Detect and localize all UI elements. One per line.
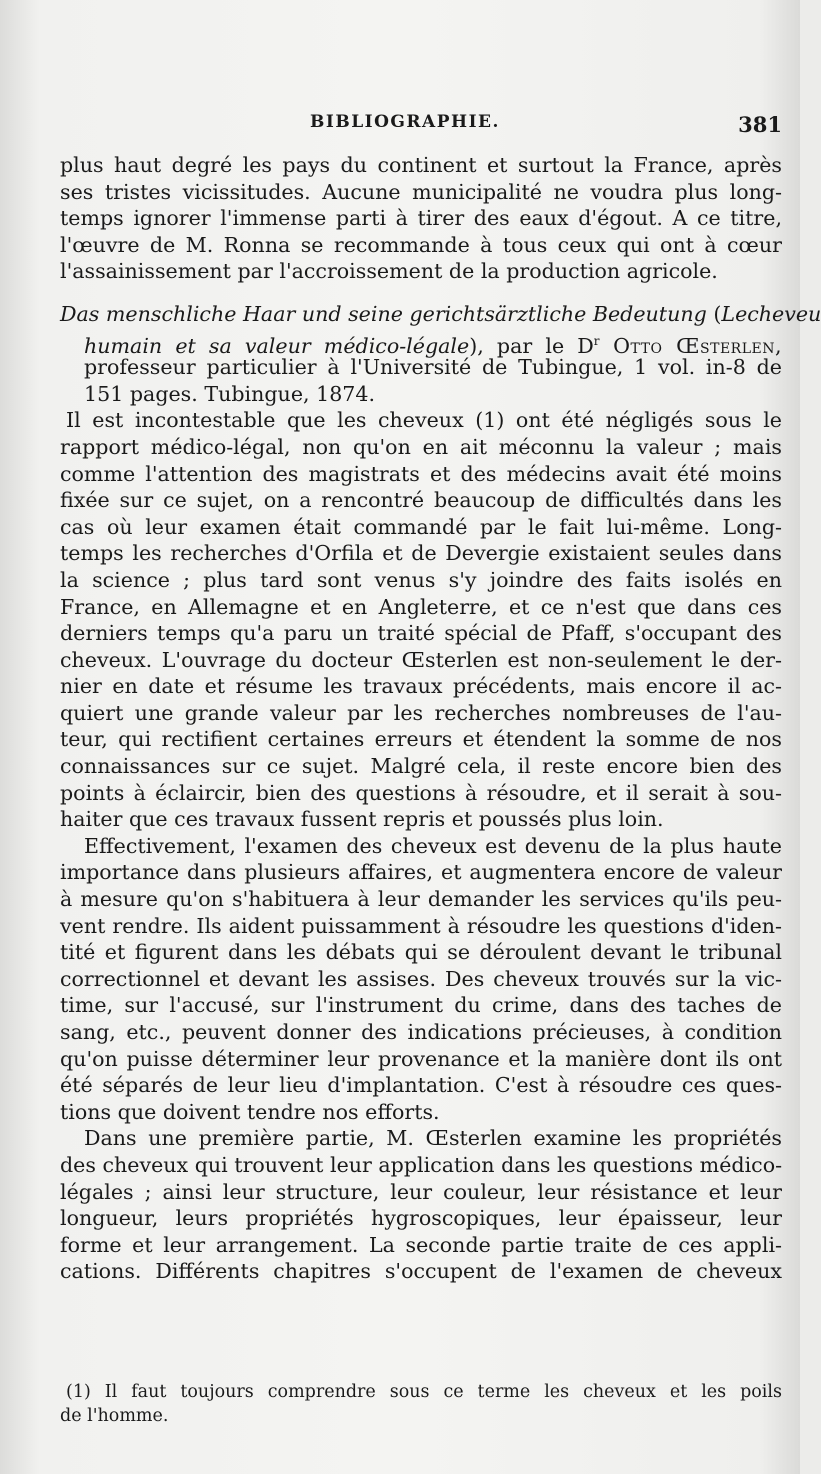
text-line: des cheveux qui trouvent leur application dans les questions médico- [60, 1152, 783, 1177]
text-line: la science ; plus tard sont venus s'y joindre des faits isolés en [60, 567, 782, 592]
citation-author: Otto Œsterlen, [599, 333, 783, 358]
text-line: à mesure qu'on s'habituera à leur demander les services qu'ils peu- [60, 887, 782, 912]
footnote-line: de l'homme. [60, 1406, 169, 1426]
citation-french-title-a: Lecheveu [721, 301, 821, 326]
text-line: connaissances sur ce sujet. Malgré cela, il reste encore bien des [60, 754, 782, 779]
text-line: rapport médico-légal, non qu'on en ait méconnu la valeur ; mais [60, 434, 782, 459]
text-line: l'œuvre de M. Ronna se recommande à tous ceux qui ont à cœur [60, 232, 782, 257]
text-line: time, sur l'accusé, sur l'instrument du crime, dans des taches de [60, 993, 782, 1018]
text-line: points à éclaircir, bien des questions à résoudre, et il serait à sou- [60, 780, 782, 805]
text-line: Effectivement, l'examen des cheveux est devenu de la plus haute [84, 833, 782, 858]
citation-french-title-b: humain et sa valeur médico-légale [84, 333, 470, 358]
text-line: vent rendre. Ils aident puissamment à résoudre les questions d'iden- [60, 913, 782, 938]
footnote [60, 1380, 782, 1428]
text-line: plus haut degré les pays du continent et surtout la France, après [60, 153, 782, 177]
citation-dr-sup: r [593, 333, 600, 348]
text-line: été séparés de leur lieu d'implantation. C'est à résoudre ces ques- [60, 1073, 782, 1098]
text-line: Dans une première partie, M. Œsterlen examine les propriétés [84, 1126, 782, 1151]
text-line: nier en date et résume les travaux précédents, mais encore il ac- [60, 674, 782, 699]
text-line: comme l'attention des magistrats et des médecins avait été moins [60, 461, 782, 486]
text-line: quiert une grande valeur par les recherches nombreuses de l'au- [60, 700, 782, 725]
text-line: France, en Allemagne et en Angleterre, et ce n'est que dans ces [60, 594, 782, 619]
text-line: légales ; ainsi leur structure, leur couleur, leur résistance et leur [60, 1179, 782, 1204]
text-line: sang, etc., peuvent donner des indications précieuses, à condition [60, 1020, 782, 1044]
citation-after-title: ), par le D [469, 333, 594, 358]
page-number: 381 [738, 112, 782, 137]
text-line: correctionnel et devant les assises. Des cheveux trouvés sur la vic- [60, 966, 782, 991]
text-line: temps les recherches d'Orfila et de Devergie existaient seules dans [60, 541, 782, 566]
citation-line-2 [60, 328, 783, 358]
citation-paren: ( [706, 301, 722, 326]
text-line: tité et figurent dans les débats qui se déroulent devant le tribunal [60, 940, 782, 965]
citation-line-1 [60, 301, 821, 328]
text-line: cheveux. L'ouvrage du docteur Œsterlen est non-seulement le der- [60, 647, 782, 672]
running-head: BIBLIOGRAPHIE. [310, 112, 500, 132]
text-line: tions que doivent tendre nos efforts. [60, 1099, 440, 1124]
text-line: Il est incontestable que les cheveux (1) ont été négligés sous le [66, 408, 782, 433]
text-line: derniers temps qu'a paru un traité spécial de Pfaff, s'occupant des [60, 621, 782, 646]
text-line: importance dans plusieurs affaires, et augmentera encore de valeur [60, 860, 782, 885]
citation-line-3: professeur particulier à l'Université de Tubingue, 1 vol. in-8 de [84, 355, 782, 380]
text-line: ses tristes vicissitudes. Aucune municipalité ne voudra plus long- [60, 179, 782, 204]
text-line: forme et leur arrangement. La seconde partie traite de ces appli- [60, 1232, 782, 1257]
text-line: temps ignorer l'immense parti à tirer des eaux d'égout. A ce titre, [60, 206, 782, 231]
page-body [60, 152, 821, 1285]
text-line: cations. Différents chapitres s'occupent de l'examen de cheveux [60, 1259, 782, 1284]
footnote-line: (1) Il faut toujours comprendre sous ce terme les cheveux et les poils [66, 1382, 782, 1402]
text-line: qu'on puisse déterminer leur provenance et la manière dont ils ont [60, 1046, 782, 1071]
text-line: longueur, leurs propriétés hygroscopiques, leur épaisseur, leur [60, 1206, 782, 1231]
text-line: haiter que ces travaux fussent repris et poussés plus loin. [60, 807, 664, 832]
citation-german-title: Das menschliche Haar und seine gerichtsärztliche Bedeutung [60, 301, 707, 326]
text-line: teur, qui rectifient certaines erreurs et étendent la somme de nos [60, 727, 782, 752]
citation-line-4: 151 pages. Tubingue, 1874. [84, 381, 376, 406]
text-line: fixée sur ce sujet, on a rencontré beaucoup de difficultés dans les [60, 488, 782, 513]
text-line: cas où leur examen était commandé par le fait lui-même. Long- [60, 514, 782, 539]
text-line: l'assainissement par l'accroissement de la production agricole. [60, 259, 718, 284]
page-header [60, 112, 782, 142]
